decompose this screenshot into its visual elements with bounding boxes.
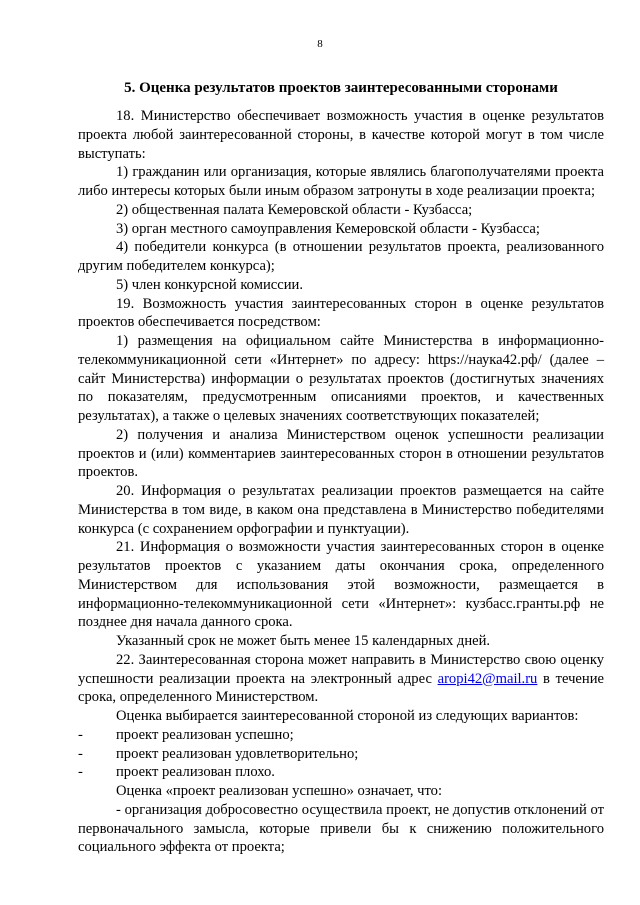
paragraph-22-text-end: в течение срока, определенного Министерством.	[78, 670, 604, 706]
option-satisfactory	[78, 745, 604, 764]
email-link[interactable]: aropi42@mail.ru	[437, 670, 538, 687]
paragraph-22	[78, 651, 604, 707]
list-item-19-2: 2) получения и анализа Министерством оценок успешности реализации проектов и (или) комментариев заинтересованных сторон в отношении результатов проектов.	[78, 426, 604, 481]
document-body	[78, 107, 604, 857]
dash-marker: -	[78, 726, 83, 743]
dash-marker: -	[116, 801, 121, 818]
list-item-19-1: 1) размещения на официальном сайте Министерства в информационно-телекоммуникационной сети «Интернет» по адресу: https://наука42.рф/ (далее – сайт Министерства) информации о результатах проектов (достигнутых значениях по показателям, предусмотренным описаниями проектов, и качественных результатах), а также о целевых значениях соответствующих показателей;	[78, 333, 604, 424]
dash-marker: -	[78, 745, 83, 762]
section-heading: 5. Оценка результатов проектов заинтересованными сторонами	[124, 80, 558, 96]
list-item-18-1: 1) гражданин или организация, которые являлись благополучателями проекта либо интересы которых были иным образом затронуты в ходе реализации проекта;	[78, 164, 604, 199]
option-poor	[78, 763, 604, 782]
option-success-text: проект реализован успешно;	[116, 726, 294, 743]
paragraph-18: 18. Министерство обеспечивает возможность участия в оценке результатов проекта любой заинтересованной стороны, в качестве которой могут в том числе выступать:	[78, 108, 604, 162]
success-criterion	[78, 801, 604, 857]
success-definition: Оценка «проект реализован успешно» означает, что:	[116, 783, 443, 799]
paragraph-20: 20. Информация о результатах реализации проектов размещается на сайте Министерства в том виде, в каком она представлена в Министерство победителями конкурса (с сохранением орфографии и пунктуации).	[78, 483, 604, 537]
paragraph-19: 19. Возможность участия заинтересованных сторон в оценке результатов проектов обеспечивается посредством:	[78, 295, 604, 331]
list-item-18-2: 2) общественная палата Кемеровской области - Кузбасса;	[116, 201, 473, 218]
page-number: 8	[317, 38, 323, 50]
list-item-18-5: 5) член конкурсной комиссии.	[116, 276, 303, 293]
success-criterion-text: организация добросовестно осуществила проект, не допустив отклонений от первоначального замысла, которые привели бы к снижению положительного социального эффекта от проекта;	[78, 801, 604, 856]
option-satisfactory-text: проект реализован удовлетворительно;	[116, 745, 359, 762]
paragraph-22-text-start: 22. Заинтересованная сторона может направить в Министерство свою оценку успешности реализации проекта на электронный адрес	[78, 651, 604, 687]
dash-marker: -	[78, 764, 83, 781]
option-poor-text: проект реализован плохо.	[116, 764, 275, 781]
paragraph-21-term: Указанный срок не может быть менее 15 календарных дней.	[116, 633, 491, 649]
list-item-18-3: 3) орган местного самоуправления Кемеровской области - Кузбасса;	[116, 220, 540, 237]
option-success	[78, 726, 604, 745]
list-item-18-4: 4) победители конкурса (в отношении результатов проекта, реализованного другим победителем конкурса);	[78, 239, 604, 274]
paragraph-22-choice: Оценка выбирается заинтересованной стороной из следующих вариантов:	[116, 708, 579, 724]
paragraph-21: 21. Информация о возможности участия заинтересованных сторон в оценке результатов проектов с указанием даты окончания срока, определенного Министерством для использования этой возможности, размещается в информационно-телекоммуникационной сети «Интернет»: кузбасс.гранты.рф не позднее дня начала данного срока.	[78, 539, 604, 631]
